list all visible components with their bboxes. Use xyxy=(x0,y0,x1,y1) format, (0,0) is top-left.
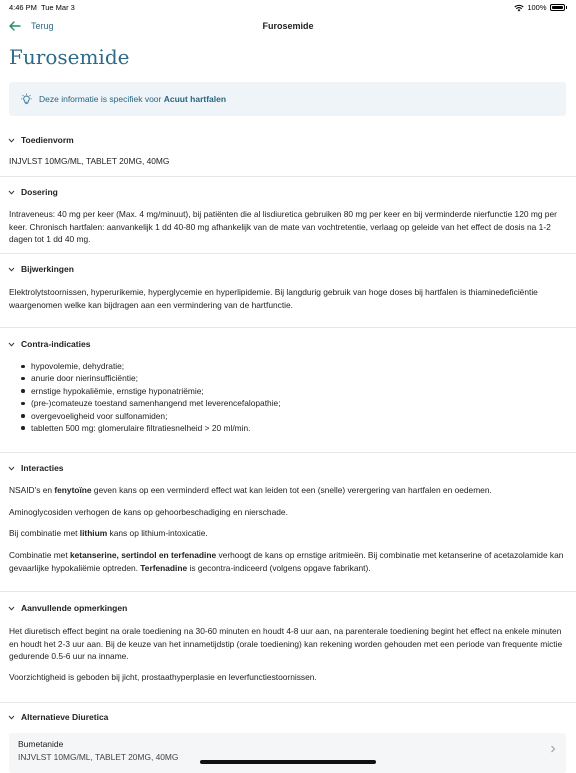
info-banner xyxy=(9,82,566,116)
divider xyxy=(0,452,576,453)
interacties-paragraph-1: NSAID's en fenytoïne geven kans op een verminderd effect wat kan leiden tot een (snelle) verergering van hartfalen en oedemen. xyxy=(9,485,492,495)
list-item: (pre-)comateuze toestand samenhangend met leverencefalopathie; xyxy=(9,397,281,409)
interacties-paragraph-3: Bij combinatie met lithium kans op lithium-intoxicatie. xyxy=(9,528,208,538)
divider xyxy=(0,702,576,703)
section-title: Toedienvorm xyxy=(21,135,74,145)
section-header-aanvullende-opmerkingen[interactable] xyxy=(8,603,127,613)
list-item: hypovolemie, dehydratie; xyxy=(9,360,281,372)
battery-percent: 100% xyxy=(527,3,547,12)
chevron-down-icon xyxy=(8,714,15,721)
chevron-down-icon xyxy=(8,341,15,348)
divider xyxy=(0,591,576,592)
info-emphasis: Acuut hartfalen xyxy=(163,94,227,104)
divider xyxy=(0,327,576,328)
section-header-dosering[interactable] xyxy=(8,187,58,197)
chevron-down-icon xyxy=(8,266,15,273)
nav-title: Furosemide xyxy=(262,21,314,31)
status-time: 4:46 PM Tue Mar 3 xyxy=(9,3,75,12)
list-item: overgevoeligheid voor sulfonamiden; xyxy=(9,410,281,422)
section-title: Bijwerkingen xyxy=(21,264,74,274)
list-item: anurie door nierinsufficiëntie; xyxy=(9,372,281,384)
info-text: Deze informatie is specifiek voor Acuut hartfalen xyxy=(39,94,227,104)
contra-indicaties-list xyxy=(9,360,281,434)
lightbulb-icon xyxy=(20,93,33,106)
section-header-contra-indicaties[interactable] xyxy=(8,339,90,349)
section-title: Contra-indicaties xyxy=(21,339,91,349)
bijwerkingen-text: Elektrolytstoornissen, hyperurikemie, hyperglycemie en hyperlipidemie. Bij langdurig gebruik van hoge doses bij hartfalen is thiaminedeficiëntie waargenomen welke kan bijdragen aan een vermindering van de hartfunctie. xyxy=(9,287,538,310)
interacties-paragraph-2: Aminoglycosiden verhogen de kans op gehoorbeschadiging en nierschade. xyxy=(9,507,288,517)
section-header-alternatieve-diuretica[interactable] xyxy=(8,712,108,722)
chevron-down-icon xyxy=(8,465,15,472)
section-header-interacties[interactable] xyxy=(8,463,64,473)
chevron-right-icon xyxy=(549,745,557,753)
chevron-down-icon xyxy=(8,137,15,144)
section-title: Alternatieve Diuretica xyxy=(21,712,109,722)
back-label: Terug xyxy=(31,21,54,31)
status-bar xyxy=(0,0,576,14)
navigation-bar xyxy=(0,14,576,40)
dosering-text: Intraveneus: 40 mg per keer (Max. 4 mg/minuut), bij patiënten die al lisdiuretica gebruiken 80 mg per keer en bij verminderde nierfunctie 120 mg per keer. Chronisch hartfalen: aanvankelijk 1 dd 40-80 mg afhankelijk van de mate van vochtretentie, verlaag op geleide van het effect de dosis na 1-2 dagen tot 1 dd 40 mg. xyxy=(9,209,557,244)
opmerkingen-paragraph-2: Voorzichtigheid is geboden bij jicht, prostaathyperplasie en leverfunctiestoornissen. xyxy=(9,672,317,682)
chevron-down-icon xyxy=(8,189,15,196)
wifi-icon xyxy=(514,4,524,12)
alternative-drug-name: Bumetanide xyxy=(18,739,64,749)
section-header-bijwerkingen[interactable] xyxy=(8,264,74,274)
divider xyxy=(0,176,576,177)
section-title: Interacties xyxy=(21,463,64,473)
opmerkingen-paragraph-1: Het diuretisch effect begint na orale toediening na 30-60 minuten en houdt 4-8 uur aan, na parenterale toediening begint het effect na enkele minuten en houdt het 2-3 uur aan. Bij de keuze van het innametijdstip (orale toediening) kan rekening worden gehouden met een periode van frequente mictie gedurende 0.5-6 uur na inname. xyxy=(9,626,563,661)
chevron-down-icon xyxy=(8,605,15,612)
page-title: Furosemide xyxy=(9,45,130,69)
battery-icon xyxy=(550,4,565,11)
divider xyxy=(0,253,576,254)
status-right xyxy=(514,3,567,12)
toedienvorm-text: INJVLST 10MG/ML, TABLET 20MG, 40MG xyxy=(9,156,170,166)
interacties-paragraph-4: Combinatie met ketanserine, sertindol en terfenadine verhoogt de kans op ernstige aritmieën. Bij combinatie met ketanserine of acetazolamide kan gevaarlijke hypokaliëmie optreden. Terfenadine is gecontra-indiceerd (volgens opgave fabrikant). xyxy=(9,550,564,573)
list-item: tabletten 500 mg: glomerulaire filtratiesnelheid > 20 ml/min. xyxy=(9,422,281,434)
alternative-drug-forms: INJVLST 10MG/ML, TABLET 20MG, 40MG xyxy=(18,752,179,762)
section-title: Aanvullende opmerkingen xyxy=(21,603,128,613)
list-item: ernstige hypokaliëmie, ernstige hyponatriëmie; xyxy=(9,385,281,397)
alternative-drug-card[interactable] xyxy=(9,733,566,773)
section-header-toedienvorm[interactable] xyxy=(8,135,74,145)
section-title: Dosering xyxy=(21,187,58,197)
home-indicator[interactable] xyxy=(200,760,376,764)
status-date: Tue Mar 3 xyxy=(40,3,75,12)
